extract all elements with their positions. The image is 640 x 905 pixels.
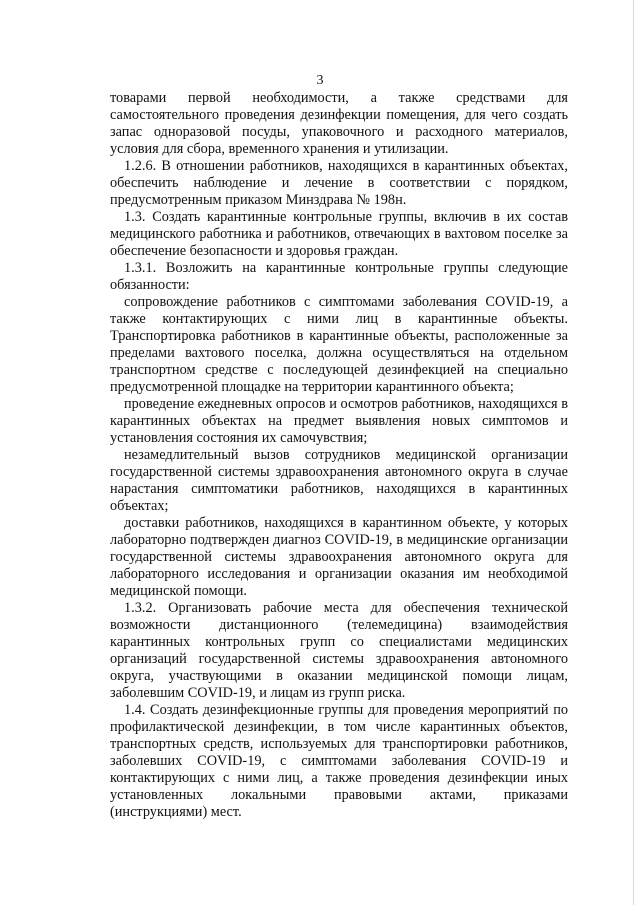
duty-daily-surveys: проведение ежедневных опросов и осмотров работников, находящихся в карантинных объектах на предмет выявления новых симптомов и установления состояния их самочувствия; [110,396,568,446]
page-number: 3 [316,73,324,88]
paragraph-1-3-2: 1.3.2. Организовать рабочие места для обеспечения технической возможности дистанционного (телемедицина) взаимодействия карантинных контрольных групп со специалистами медицинских организаций государственной системы здравоохранения автономного округа, участвующими в оказании медицинской помощи лицам, заболевшим COVID-19, и лицам из групп риска. [110,600,568,701]
paragraph-1-3-1: 1.3.1. Возложить на карантинные контрольные группы следующие обязанности: [110,260,568,293]
duty-urgent-call: незамедлительный вызов сотрудников медицинской организации государственной системы здравоохранения автономного округа в случае нарастания симптоматики работников, находящихся в карантинных объектах; [110,447,568,514]
document-body [110,90,568,821]
duty-escort: сопровождение работников с симптомами заболевания COVID-19, а также контактирующих с ними лиц в карантинные объекты. Транспортировка работников в карантинные объекты, расположенные за пределами вахтового поселка, должна осуществляться на отдельном транспортном средстве с последующей дезинфекцией на специально предусмотренной площадке на территории карантинного объекта; [110,294,568,395]
paragraph-1-3: 1.3. Создать карантинные контрольные группы, включив в их состав медицинского работника и работников, отвечающих в вахтовом поселке за обеспечение безопасности и здоровья граждан. [110,209,568,259]
paragraph-1-2-6: 1.2.6. В отношении работников, находящихся в карантинных объектах, обеспечить наблюдение и лечение в соответствии с порядком, предусмотренным приказом Минздрава № 198н. [110,158,568,208]
paragraph-1-4: 1.4. Создать дезинфекционные группы для проведения мероприятий по профилактической дезинфекции, в том числе карантинных объектов, транспортных средств, используемых для транспортировки работников, заболевших COVID-19, с симптомами заболевания COVID-19 и контактирующих с ними лиц, а также проведения дезинфекции иных установленных локальными правовыми актами, приказами (инструкциями) мест. [110,702,568,820]
duty-delivery: доставки работников, находящихся в карантинном объекте, у которых лабораторно подтвержден диагноз COVID-19, в медицинские организации государственной системы здравоохранения автономного округа для лабораторного исследования и организации оказания им необходимой медицинской помощи. [110,515,568,599]
paragraph-1: товарами первой необходимости, а также средствами для самостоятельного проведения дезинфекции помещения, для чего создать запас одноразовой посуды, упаковочного и расходного материалов, условия для сбора, временного хранения и утилизации. [110,90,568,157]
page-edge-line [633,0,634,905]
